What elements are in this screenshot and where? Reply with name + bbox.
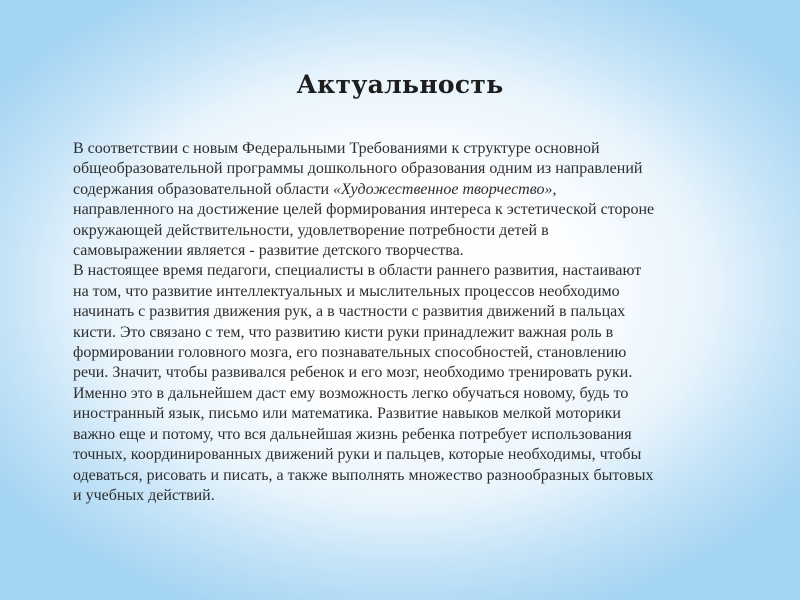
text-line: одеваться, рисовать и писать, а также выполнять множество разнообразных бытовых <box>73 466 654 484</box>
text-line: иностранный язык, письмо или математика. Развитие навыков мелкой моторики <box>73 405 621 423</box>
text-line <box>73 180 733 200</box>
italic-term: «Художественное творчество» <box>333 180 553 198</box>
text-line: Именно это в дальнейшем даст ему возможность легко обучаться новому, будь то <box>73 384 629 402</box>
text-line: самовыражении является - развитие детского творчества. <box>73 242 464 260</box>
text-line: точных, координированных движений руки и пальцев, которые необходимы, чтобы <box>73 446 642 464</box>
text-line: В соответствии с новым Федеральными Требованиями к структуре основной <box>73 140 600 157</box>
text-line: на том, что развитие интеллектуальных и мыслительных процессов необходимо <box>73 282 620 300</box>
text-fragment: содержания образовательной области <box>73 180 334 198</box>
text-line: речи. Значит, чтобы развивался ребенок и его мозг, необходимо тренировать руки. <box>73 364 633 382</box>
text-line: направленного на достижение целей формирования интереса к эстетической стороне <box>73 201 655 219</box>
slide-title: Актуальность <box>296 70 504 99</box>
text-line: формировании головного мозга, его познавательных способностей, становлению <box>73 344 627 362</box>
text-line: и учебных действий. <box>73 486 215 504</box>
text-line: общеобразовательной программы дошкольного образования одним из направлений <box>73 160 643 178</box>
slide-body-text <box>73 139 733 506</box>
text-line: важно еще и потому, что вся дальнейшая жизнь ребенка потребует использования <box>73 425 632 443</box>
text-line: кисти. Это связано с тем, что развитию кисти руки принадлежит важная роль в <box>73 323 614 341</box>
text-line: окружающей действительности, удовлетворение потребности детей в <box>73 221 549 239</box>
text-line: начинать с развития движения рук, а в частности с развития движений в пальцах <box>73 303 626 321</box>
text-line: В настоящее время педагоги, специалисты в области раннего развития, настаивают <box>73 262 642 280</box>
text-fragment: , <box>552 180 557 198</box>
